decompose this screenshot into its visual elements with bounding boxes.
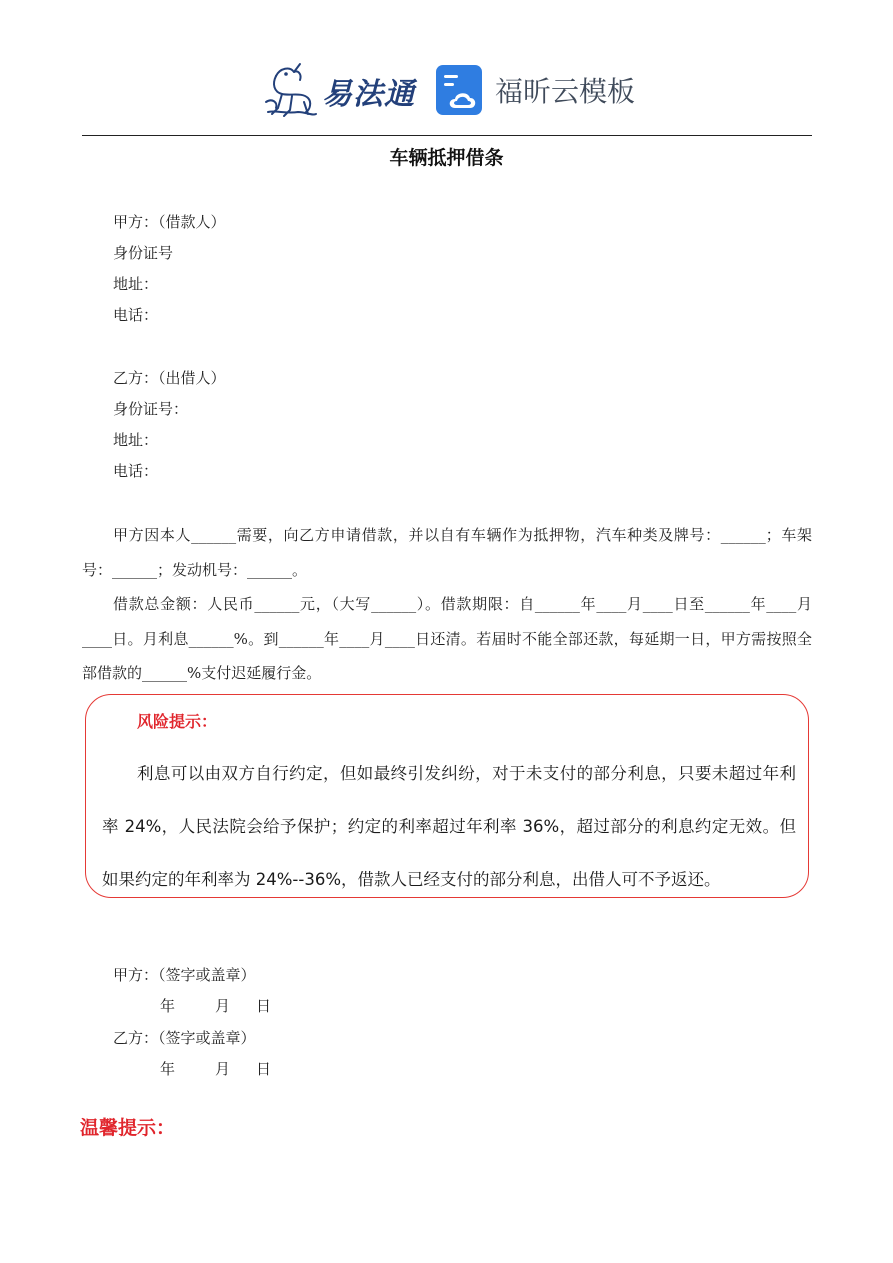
loan-terms (82, 518, 812, 691)
foxit-cloud-logo (435, 64, 635, 116)
party-a-signature-label: 甲方：（签字或盖章） (113, 966, 256, 984)
unicorn-icon (262, 62, 318, 120)
party-b-id-label: 身份证号： (113, 400, 189, 418)
risk-body-text: 利息可以由双方自行约定，但如最终引发纠纷，对于未支付的部分利息，只要未超过年利率 24%，人民法院会给予保护；约定的利率超过年利率 36%，超过部分的利息约定无效。但如果约定的年利率为 24%--36%，借款人已经支付的部分利息，出借人可不予返还。 (102, 764, 796, 889)
header-divider (82, 135, 812, 136)
party-b-address-label: 地址： (113, 431, 159, 449)
paragraph-purpose: 甲方因本人______需要，向乙方申请借款，并以自有车辆作为抵押物，汽车种类及牌号：______；车架号：______；发动机号：______。 (82, 526, 812, 579)
date-month-label: 月 (215, 1060, 231, 1078)
document-title: 车辆抵押借条 (389, 147, 504, 169)
paragraph-amount-term: 借款总金额：人民币______元，（大写______）。借款期限：自______年____月____日至______年____月____日。月利息______%。到______年____月____日还清。若届时不能全部还款，每延期一日，甲方需按照全部借款的______%支付迟延履行金。 (82, 595, 812, 682)
party-b-phone-label: 电话： (113, 462, 159, 480)
date-year-label: 年 (160, 997, 176, 1015)
cloud-document-icon (435, 64, 485, 116)
party-b-signature-label: 乙方：（签字或盖章） (113, 1029, 256, 1047)
date-day-label: 日 (256, 997, 272, 1015)
warm-tip-heading: 温馨提示： (80, 1117, 176, 1139)
logo-right-text: 福昕云模板 (495, 75, 636, 108)
yifatong-logo (262, 62, 415, 120)
party-b-signature-date (160, 1059, 271, 1079)
party-a-id-label: 身份证号 (113, 244, 174, 262)
party-a-heading: 甲方：（借款人） (113, 213, 226, 231)
party-a-address-label: 地址： (113, 275, 159, 293)
date-day-label: 日 (256, 1060, 272, 1078)
party-a-phone-label: 电话： (113, 306, 159, 324)
header (0, 58, 893, 128)
party-a-signature-date (160, 996, 271, 1016)
logo-left-text: 易法通 (322, 77, 415, 112)
date-year-label: 年 (160, 1060, 176, 1078)
party-b-heading: 乙方：（出借人） (113, 369, 226, 387)
date-month-label: 月 (215, 997, 231, 1015)
risk-title: 风险提示： (137, 712, 218, 731)
risk-warning-box (85, 694, 809, 898)
risk-body (102, 747, 796, 906)
